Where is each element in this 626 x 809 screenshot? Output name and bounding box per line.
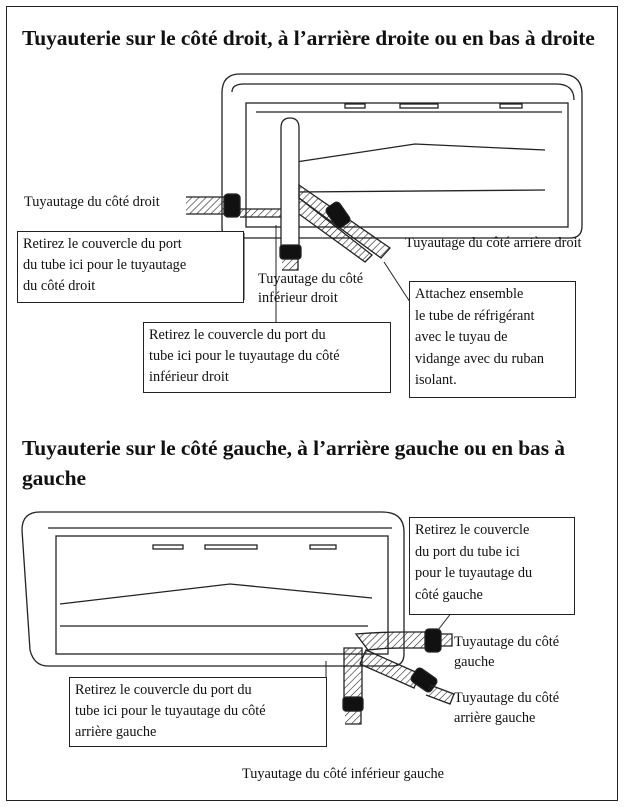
note-remove-cover-bottom-right: [143, 322, 391, 393]
note-line: le tube de réfrigérant: [415, 307, 535, 324]
note-remove-cover-side-right: [17, 231, 244, 303]
note-line: Retirez le couvercle du port: [23, 236, 182, 252]
section-left-title: Tuyauterie sur le côté gauche, à l’arrière gauche ou en bas à gauche: [22, 436, 565, 490]
note-line: vidange avec du ruban: [415, 350, 545, 367]
note-tape-pipes: [409, 281, 576, 398]
label-rear-left-line1: Tuyautage du côté: [454, 690, 560, 706]
note-remove-cover-rear-left: [69, 677, 327, 747]
label-bottom-left: Tuyautage du côté inférieur gauche: [242, 766, 444, 782]
note-line: côté gauche: [415, 586, 483, 603]
note-line: pour le tuyautage du: [415, 565, 533, 581]
pipe-side-left: [356, 629, 452, 652]
note-line: isolant.: [415, 372, 457, 388]
note-line: Attachez ensemble: [415, 286, 524, 302]
label-side-left-line1: Tuyautage du côté: [454, 634, 560, 650]
note-line: Retirez le couvercle du port du: [75, 682, 252, 698]
label-bottom-right-line1: Tuyautage du côté: [258, 271, 364, 287]
label-side-right: Tuyautage du côté droit: [24, 194, 160, 210]
label-rear-right: Tuyautage du côté arrière droit: [405, 235, 582, 251]
note-line: du port du tube ici: [415, 543, 520, 560]
note-line: Retirez le couvercle du port du: [149, 327, 326, 343]
note-line: arrière gauche: [75, 724, 157, 740]
pipe-bottom-right: [280, 118, 301, 270]
label-bottom-right-line2: inférieur droit: [258, 290, 338, 306]
note-line: du côté droit: [23, 278, 96, 294]
note-line: du tube ici pour le tuyautage: [23, 257, 187, 273]
pipe-bottom-left: [343, 648, 363, 724]
label-side-left-line2: gauche: [454, 654, 495, 670]
note-line: avec le tuyau de: [415, 329, 508, 345]
indoor-unit-left-drawing: [22, 512, 404, 666]
label-rear-left-line2: arrière gauche: [454, 710, 536, 726]
note-line: tube ici pour le tuyautage du côté: [149, 348, 340, 364]
note-line: inférieur droit: [149, 369, 229, 385]
note-remove-cover-side-left: [409, 517, 575, 615]
pipe-rear-left: [360, 650, 454, 704]
note-line: tube ici pour le tuyautage du côté: [75, 703, 266, 719]
note-line: Retirez le couvercle: [415, 522, 530, 538]
label-side-left: [454, 632, 559, 672]
label-rear-left: [454, 688, 559, 728]
label-bottom-right: [258, 270, 363, 308]
section-right-title: Tuyauterie sur le côté droit, à l’arrière droite ou en bas à droite: [22, 26, 595, 50]
